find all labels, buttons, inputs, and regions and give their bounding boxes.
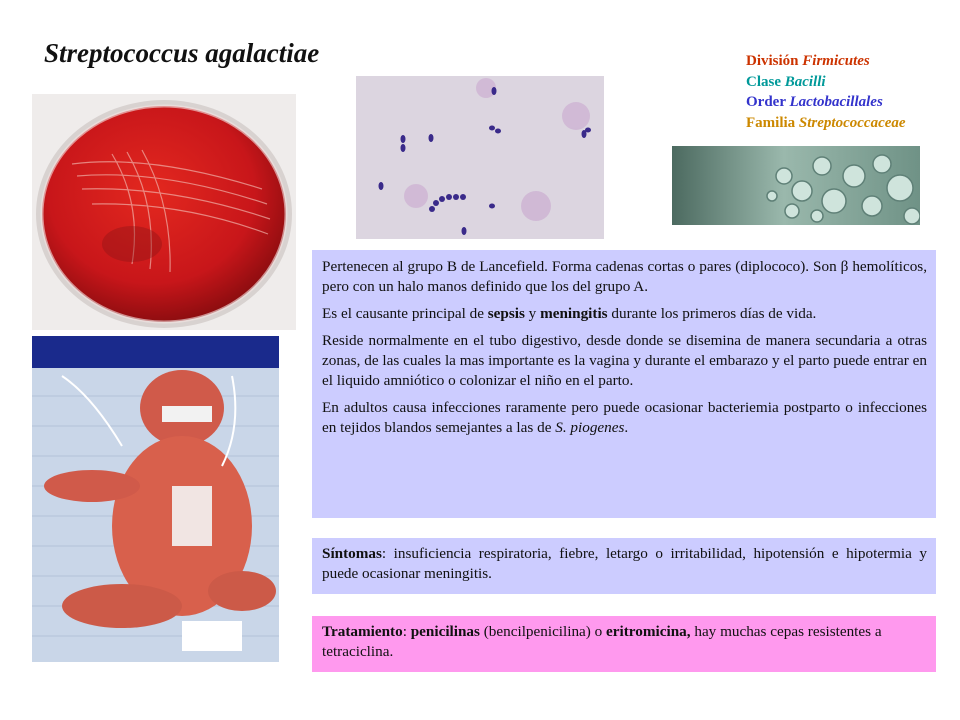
taxonomy-rank: Familia <box>746 114 796 131</box>
taxonomy-division <box>746 51 906 72</box>
taxonomy-rank: Clase <box>746 73 781 90</box>
drug-erythromycin: eritromicina, <box>606 623 691 640</box>
description-text: durante los primeros días de vida. <box>607 305 817 322</box>
taxonomy-family <box>746 113 906 134</box>
description-paragraph-2 <box>322 304 927 324</box>
taxonomy-name: Lactobacillales <box>789 94 883 110</box>
treatment-paragraph <box>322 622 927 662</box>
description-text: hemolíticos, pero con un halo manos definido que los del grupo A. <box>322 258 927 295</box>
symptoms-box <box>312 538 936 594</box>
page-title: Streptococcus agalactiae <box>44 38 320 68</box>
description-text: y <box>524 305 541 322</box>
symptoms-label: Síntomas <box>322 545 382 562</box>
description-text: . <box>624 419 629 436</box>
treatment-box <box>312 616 936 672</box>
description-text: Es el causante principal de <box>322 305 488 322</box>
description-paragraph-4 <box>322 398 927 438</box>
gram-stain-micrograph-image <box>356 76 604 239</box>
drug-penicillin: penicilinas <box>410 623 480 640</box>
taxonomy-rank: Order <box>746 94 786 110</box>
taxonomy-list <box>746 51 906 133</box>
keyword-meningitis: meningitis <box>540 305 608 322</box>
colony-closeup-image <box>672 146 920 225</box>
treatment-text: : <box>402 623 411 640</box>
treatment-label: Tratamiento <box>322 623 403 640</box>
symptoms-text: : insuficiencia respiratoria, fiebre, letargo o irritabilidad, hipotensión e hipotermia y puede ocasionar meningitis. <box>322 545 927 582</box>
treatment-text: (bencilpenicilina) o <box>479 623 607 640</box>
beta-symbol: β <box>840 258 849 275</box>
taxonomy-name: Streptococcaceae <box>798 114 906 131</box>
taxonomy-name: Firmicutes <box>802 53 870 69</box>
newborn-patient-image <box>32 336 279 662</box>
taxonomy-order <box>746 92 906 113</box>
taxonomy-rank: División <box>746 53 799 69</box>
description-text: Pertenecen al grupo B de Lancefield. Forma cadenas cortas o pares (diplococo). Son <box>322 258 841 275</box>
description-paragraph-3: Reside normalmente en el tubo digestivo, desde donde se disemina de manera secundaria a otras zonas, de las cuales la mas importante es la vagina y durante el embarazo y el parto puede entrar en el liquido amniótico o colonizar el niño en el parto. <box>322 332 927 389</box>
keyword-sepsis: sepsis <box>487 305 525 322</box>
treatment-text: hay muchas cepas resistentes a tetraciclina. <box>322 623 882 660</box>
taxonomy-class <box>746 72 906 93</box>
species-name: S. piogenes <box>555 419 625 436</box>
blood-agar-plate-image <box>32 94 296 330</box>
symptoms-paragraph <box>322 544 927 584</box>
description-paragraph-1 <box>322 257 927 297</box>
description-text: En adultos causa infecciones raramente pero puede ocasionar bacteriemia postparto o infecciones en tejidos blandos semejantes a las de <box>322 399 927 436</box>
description-box <box>312 250 936 518</box>
taxonomy-name: Bacilli <box>784 73 826 90</box>
